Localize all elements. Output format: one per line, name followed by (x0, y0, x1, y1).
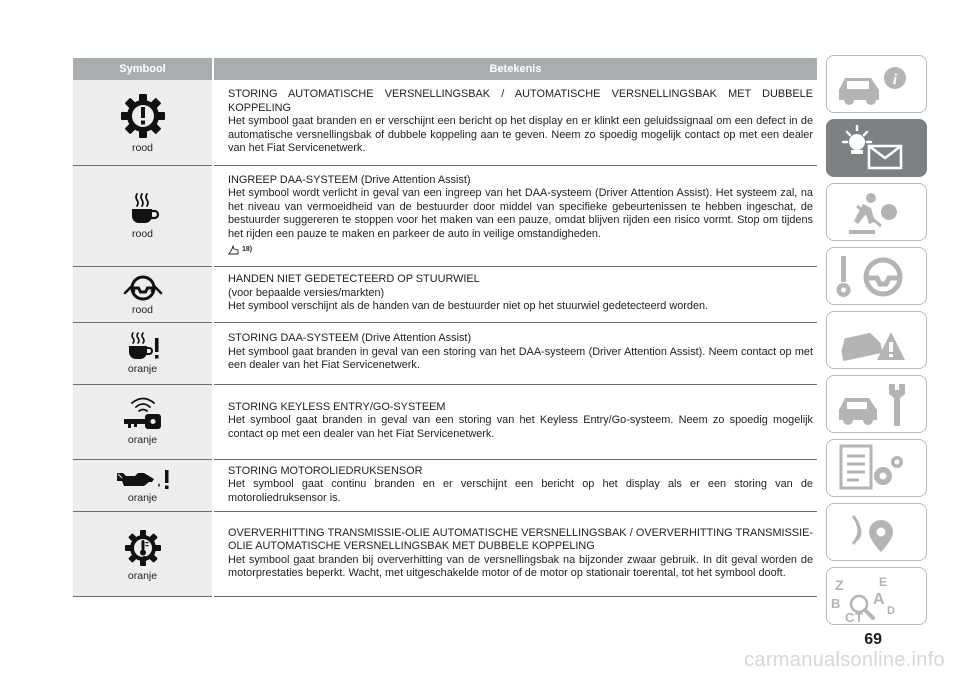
row-title: INGREEP DAA-SYSTEEM (Drive Attention Assist) (228, 173, 471, 186)
header-symbol: Symbool (73, 58, 213, 80)
symbol-cell (73, 266, 213, 322)
symbol-cell (73, 512, 213, 597)
keyless-entry-icon (121, 397, 165, 433)
reference-number: 18) (242, 246, 253, 253)
hands-off-wheel-icon (123, 273, 163, 303)
color-label: oranje (127, 362, 158, 375)
tab-warning-lights[interactable] (826, 119, 927, 177)
car-warning-icon (827, 312, 927, 369)
tab-car-info[interactable] (826, 55, 927, 113)
row-text: Het symbool gaat branden en er verschijnt een bericht op het display en er klinkt een geluidssignaal om een defect in de automatische versnellingsbak of dubbele koppeling aan te geven. Neem zo spoedig mogelijk contact op met een dealer van het Fiat Servicenetwerk. (228, 115, 813, 154)
car-info-icon (827, 56, 927, 113)
gearbox-warning-icon (118, 91, 168, 141)
key-steering-wheel-icon (827, 248, 927, 305)
svg-text:B: B (831, 596, 841, 611)
alphabet-index-icon (827, 568, 927, 625)
meaning-cell (213, 266, 817, 322)
row-title: STORING AUTOMATISCHE VERSNELLINGSBAK / AUTOMATISCHE VERSNELLINGSBAK MET DUBBELE KOPPELING (228, 88, 813, 114)
svg-text:T: T (855, 610, 863, 625)
reference-note (228, 243, 813, 257)
svg-text:E: E (879, 575, 888, 589)
coffee-cup-warning-icon (122, 332, 164, 362)
svg-text:D: D (887, 605, 895, 617)
table-row (73, 165, 817, 266)
row-text: Het symbool gaat branden in geval van een storing van het DAA-systeem (Driver Attention Assist). Neem contact op met een dealer van het Fiat Servicenetwerk. (228, 345, 813, 372)
row-title: STORING DAA-SYSTEEM (Drive Attention Assist) (228, 332, 472, 345)
row-title: HANDEN NIET GEDETECTEERD OP STUURWIEL (228, 273, 480, 286)
meaning-cell (213, 165, 817, 266)
svg-text:i: i (892, 72, 898, 88)
symbol-cell (73, 384, 213, 459)
table-row (73, 512, 817, 597)
svg-text:C: C (845, 610, 855, 625)
row-text: Het symbool wordt verlicht in geval van een ingreep van het DAA-systeem (Driver Attention Assist). Het systeem zal, na het niveau van vermoeidheid van de bestuurder door middel van specifieke gebeurtenissen te hebben ingeschat, de bestuurder suggereren te stoppen voor het maken van een pauze, omdat blijven rijden een risico vormt. Stop om tijdens het rijden een pauze te maken en parkeer de auto in veilige omstandigheden. (228, 187, 813, 240)
tab-multimedia[interactable] (826, 503, 927, 561)
color-label: oranje (127, 491, 158, 504)
header-meaning: Betekenis (213, 58, 817, 80)
hand-pointer-icon (228, 245, 240, 255)
symbol-cell (73, 322, 213, 384)
table-header-row (73, 58, 817, 80)
color-label: oranje (127, 569, 158, 582)
symbol-cell (73, 80, 213, 165)
color-label: rood (131, 228, 153, 240)
svg-text:Z: Z (835, 577, 844, 593)
color-label: rood (131, 141, 153, 154)
symbol-cell (73, 459, 213, 512)
tab-index[interactable] (826, 567, 927, 625)
multimedia-icon (827, 504, 927, 561)
row-title: STORING MOTOROLIEDRUKSENSOR (228, 464, 423, 477)
meaning-cell (213, 512, 817, 597)
row-text: Het symbool gaat branden in geval van een storing van het Keyless Entry/Go-systeem. Neem zo spoedig mogelijk contact op met een dealer van het Fiat Servicenetwerk. (228, 414, 813, 440)
tab-safety[interactable] (826, 183, 927, 241)
airbag-seat-icon (827, 184, 927, 241)
table-row (73, 322, 817, 384)
table-row (73, 80, 817, 165)
row-title: OVERVERHITTING TRANSMISSIE-OLIE AUTOMATISCHE VERSNELLINGSBAK / OVERVERHITTING TRANSMISSIE-OLIE AUTOMATISCHE VERSNELLINGSBAK MET DUBBELE KOPPELING (228, 526, 813, 552)
row-title: STORING KEYLESS ENTRY/GO-SYSTEEM (228, 400, 446, 413)
car-wrench-icon (827, 376, 927, 433)
transmission-temperature-icon (122, 527, 164, 569)
watermark: carmanualsonline.info (744, 649, 945, 671)
meaning-cell (213, 80, 817, 165)
svg-text:A: A (873, 591, 885, 608)
oil-sensor-icon (115, 467, 171, 491)
symbol-cell (73, 165, 213, 266)
meaning-cell (213, 322, 817, 384)
meaning-cell (213, 459, 817, 512)
row-text: (voor bepaalde versies/markten) Het symbool verschijnt als de handen van de bestuurder niet op het stuurwiel gedetecteerd worden. (228, 286, 709, 313)
color-label: rood (131, 303, 153, 316)
tab-driving[interactable] (826, 247, 927, 305)
coffee-cup-icon (125, 191, 161, 227)
tab-maintenance[interactable] (826, 375, 927, 433)
warning-light-message-icon (827, 120, 927, 177)
row-text: Het symbool gaat continu branden en er verschijnt een bericht op het display als er een storing van de motoroliedruksensor is. (228, 478, 813, 504)
table-row (73, 459, 817, 512)
page-number: 69 (864, 631, 882, 648)
tab-emergency[interactable] (826, 311, 927, 369)
color-label: oranje (127, 434, 158, 446)
table-row (73, 384, 817, 459)
row-text: Het symbool gaat branden bij oververhitting van de versnellingsbak na bijzonder zwaar gebruik. In dit geval worden de motorprestaties beperkt. Wacht, met uitgeschakelde motor of de motor op stationair toerental, tot het symbool dooft. (228, 553, 813, 579)
warning-lights-table (73, 58, 817, 597)
table-row (73, 266, 817, 322)
meaning-cell (213, 384, 817, 459)
document-gear-icon (827, 440, 927, 497)
tab-technical-data[interactable] (826, 439, 927, 497)
